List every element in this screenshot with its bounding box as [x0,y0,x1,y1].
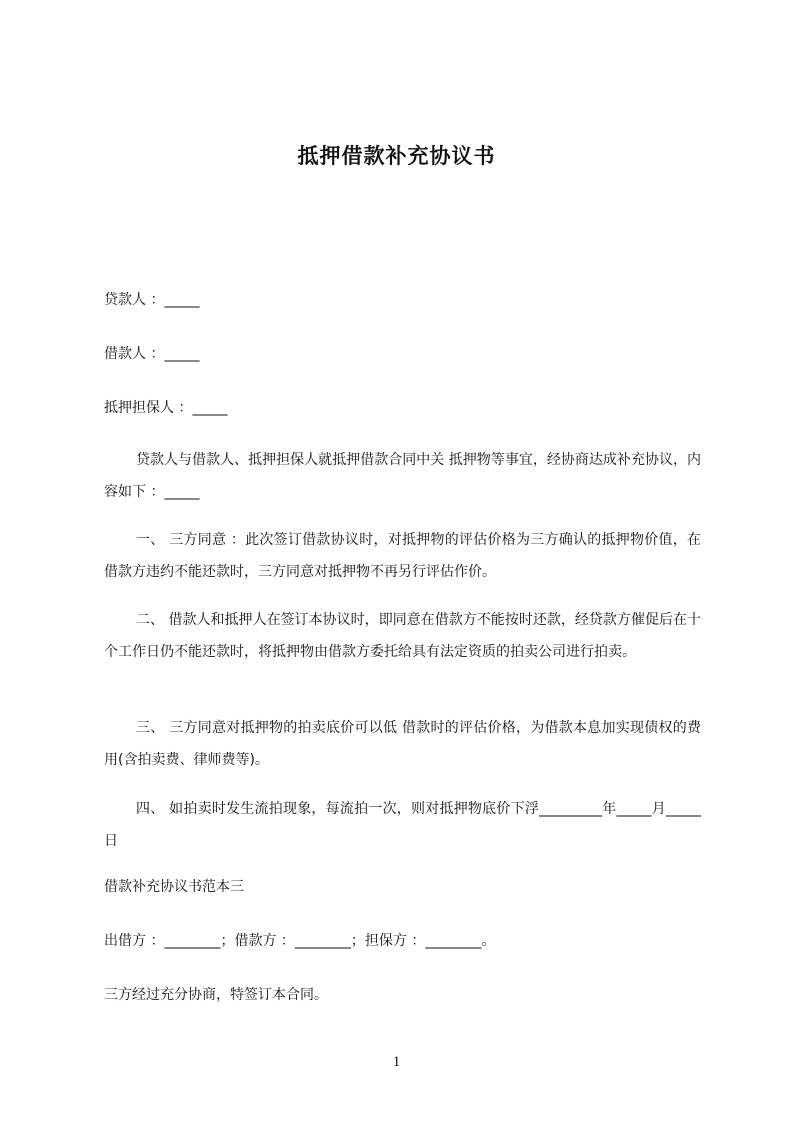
parties-line: 出借方 ：________；借款方 ：________；担保方 ：________。 [104,933,496,949]
clause-4-paragraph: 四、 如拍卖时发生流拍现象，每流拍一次，则对抵押物底价下浮_________年_____月_____日 [104,801,701,849]
borrower-line: 借款人 ：_____ [104,346,200,362]
intro-paragraph: 贷款人与借款人、抵押担保人就抵押借款合同中关 抵押物等事宜，经协商达成补充协议，内容如下 ：_____ [104,452,701,500]
guarantor-line: 抵押担保人 ：_____ [104,400,228,416]
clause-3-paragraph: 三、 三方同意对抵押物的拍卖底价可以低 借款时的评估价格，为借款本息加实现债权的费用(含拍卖费、律师费等)。 [104,720,701,768]
page-number: 1 [392,1054,401,1070]
clause-2-paragraph: 二、 借款人和抵押人在签订本协议时，即同意在借款方不能按时还款，经贷款方催促后在十个工作日仍不能还款时，将抵押物由借款方委托给具有法定资质的拍卖公司进行拍卖。 [104,612,701,660]
clause-1-paragraph: 一、 三方同意 ：此次签订借款协议时，对抵押物的评估价格为三方确认的抵押物价值，在借款方违约不能还款时，三方同意对抵押物不再另行评估作价。 [104,532,701,580]
closing-line: 三方经过充分协商，特签订本合同。 [104,987,328,1003]
lender-line: 贷款人 ：_____ [104,292,200,308]
document-title: 抵押借款补充协议书 [297,144,496,168]
sample-heading: 借款补充协议书范本三 [104,879,244,895]
